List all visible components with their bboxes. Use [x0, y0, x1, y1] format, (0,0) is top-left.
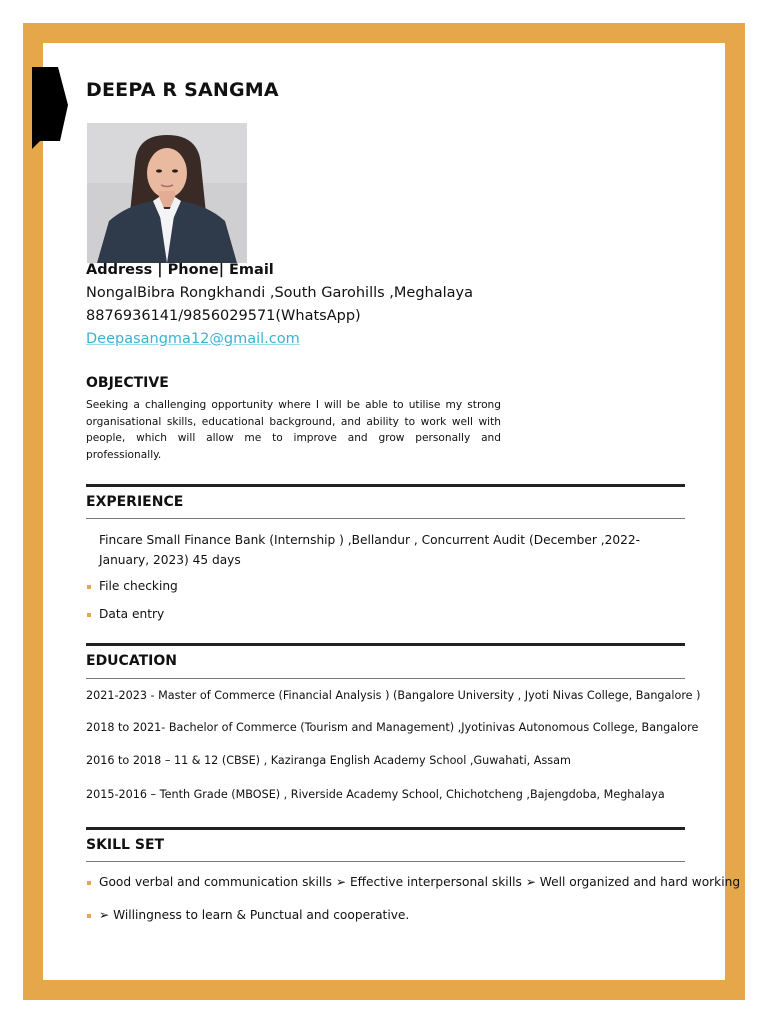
phone: 8876936141/9856029571(WhatsApp) — [86, 308, 361, 324]
profile-photo — [87, 123, 247, 263]
bullet-icon — [87, 585, 91, 589]
email-link[interactable]: Deepasangma12@gmail.com — [86, 331, 300, 347]
skill-item: ➢ Willingness to learn & Punctual and cooperative. — [99, 908, 410, 922]
education-entry: 2018 to 2021- Bachelor of Commerce (Tourism and Management) ,Jyotinivas Autonomous College, Bangalore — [86, 721, 699, 734]
section-rule-bottom — [86, 861, 685, 862]
experience-heading: EXPERIENCE — [86, 494, 184, 510]
education-entry: 2016 to 2018 – 11 & 12 (CBSE) , Kaziranga English Academy School ,Guwahati, Assam — [86, 754, 571, 767]
bullet-icon — [87, 914, 91, 918]
education-entry: 2021-2023 - Master of Commerce (Financial Analysis ) (Bangalore University , Jyoti Nivas College, Bangalore ) — [86, 689, 701, 702]
bullet-icon — [87, 881, 91, 885]
objective-heading: OBJECTIVE — [86, 375, 169, 391]
section-rule-bottom — [86, 518, 685, 519]
section-rule-top — [86, 643, 685, 646]
skills-heading: SKILL SET — [86, 837, 165, 853]
section-rule-top — [86, 827, 685, 830]
bullet-icon — [87, 613, 91, 617]
experience-item: File checking — [99, 579, 178, 593]
education-entry: 2015-2016 – Tenth Grade (MBOSE) , Riverside Academy School, Chichotcheng ,Bajengdoba, Meghalaya — [86, 788, 665, 801]
education-heading: EDUCATION — [86, 653, 177, 669]
name-tab-marker — [32, 67, 68, 149]
experience-job: Fincare Small Finance Bank (Internship ) ,Bellandur , Concurrent Audit (December ,2022-January, 2023) 45 days — [99, 533, 641, 567]
contact-heading: Address | Phone| Email — [86, 262, 274, 278]
address: NongalBibra Rongkhandi ,South Garohills ,Meghalaya — [86, 285, 473, 301]
experience-item: Data entry — [99, 607, 165, 621]
objective-text: Seeking a challenging opportunity where I will be able to utilise my strong organisational skills, educational background, and ability to work well with people, which will allow me to improve and grow personally and professionally. — [86, 399, 501, 461]
candidate-name: DEEPA R SANGMA — [86, 79, 279, 101]
section-rule-bottom — [86, 678, 685, 679]
skill-item: Good verbal and communication skills ➢ Effective interpersonal skills ➢ Well organized and hard working — [99, 875, 741, 889]
section-rule-top — [86, 484, 685, 487]
